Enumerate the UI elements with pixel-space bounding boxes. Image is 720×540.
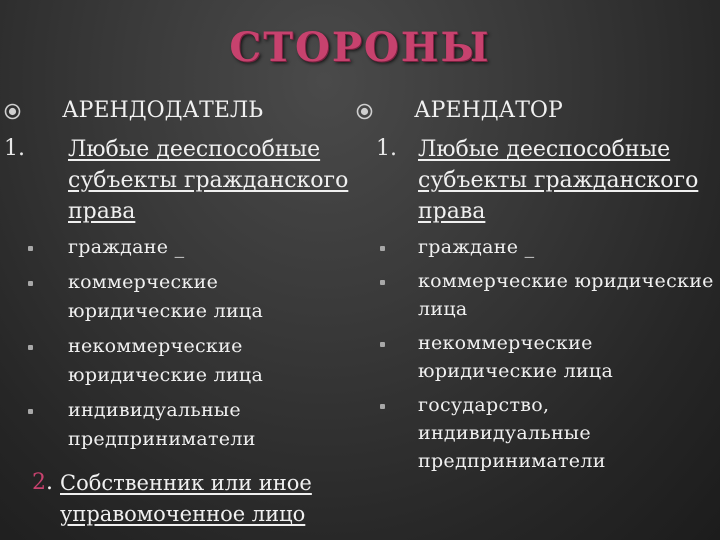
lessee-subitem	[356, 267, 716, 323]
subitem-text: граждане _	[418, 236, 535, 258]
subitem-text: коммерческие юридические лица	[68, 271, 264, 322]
lessee-subitem	[356, 233, 716, 261]
square-bullet-icon	[28, 345, 33, 350]
item-text: Собственник или иное управомоченное лицо	[60, 471, 312, 526]
lessee-subitem	[356, 391, 716, 475]
lessor-heading-text: АРЕНДОДАТЕЛЬ	[62, 98, 264, 123]
square-bullet-icon	[28, 409, 33, 414]
lessor-subitem	[4, 332, 354, 390]
slide-title: СТОРОНЫ	[229, 24, 491, 71]
subitem-text: некоммерческие юридические лица	[68, 335, 264, 386]
item-text: Любые дееспособные субъекты гражданского права	[68, 137, 349, 224]
square-bullet-icon	[28, 246, 33, 251]
lessor-item-1	[4, 134, 354, 227]
lessee-column	[356, 96, 716, 475]
item-text: Любые дееспособные субъекты гражданского права	[418, 137, 699, 224]
item-number-separator: .	[46, 470, 53, 495]
item-number: 1.	[376, 136, 397, 161]
subitem-text: государство, индивидуальные предприниматели	[418, 394, 606, 472]
item-number-digit: 2	[32, 470, 46, 495]
ring-bullet-icon	[4, 103, 21, 120]
lessor-subitem	[4, 396, 354, 454]
lessor-heading	[4, 96, 354, 134]
subitem-text: индивидуальные предприниматели	[68, 399, 256, 450]
square-bullet-icon	[380, 342, 385, 347]
lessor-column	[4, 96, 354, 530]
lessor-subitem	[4, 233, 354, 262]
subitem-text: граждане _	[68, 236, 185, 258]
item-number: 1.	[4, 136, 25, 161]
lessee-item-1	[356, 134, 716, 227]
lessee-subitem	[356, 329, 716, 385]
square-bullet-icon	[380, 280, 385, 285]
subitem-text: коммерческие юридические лица	[418, 270, 714, 320]
square-bullet-icon	[380, 246, 385, 251]
subitem-text: некоммерческие юридические лица	[418, 332, 614, 382]
lessor-item-2	[4, 468, 354, 530]
item-number	[32, 470, 53, 495]
lessee-heading-text: АРЕНДАТОР	[414, 98, 563, 123]
ring-bullet-icon	[356, 103, 373, 120]
square-bullet-icon	[380, 404, 385, 409]
lessee-heading	[356, 96, 716, 134]
square-bullet-icon	[28, 281, 33, 286]
lessor-subitem	[4, 268, 354, 326]
